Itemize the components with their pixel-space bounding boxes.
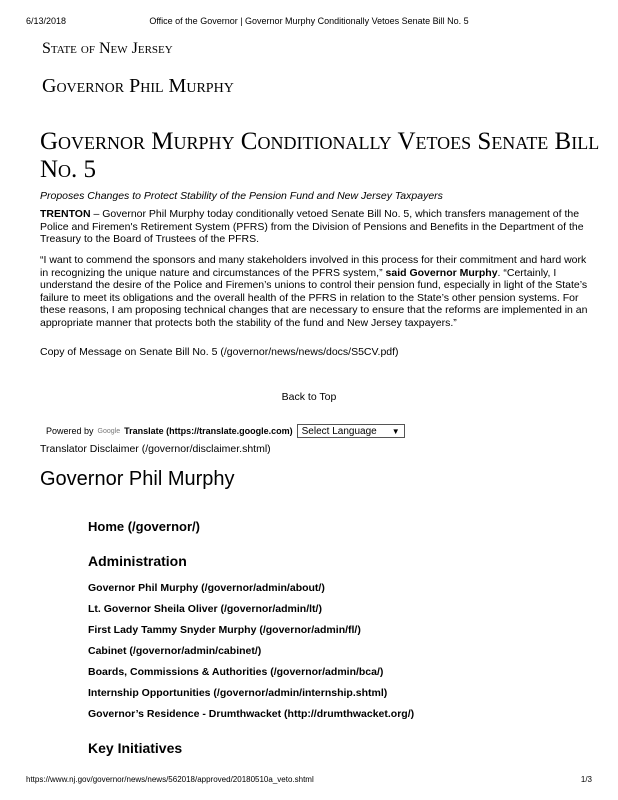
dateline: TRENTON	[40, 208, 91, 220]
nav-home-link[interactable]: Home (/governor/)	[88, 519, 200, 534]
nav-link[interactable]: Governor Phil Murphy (/governor/admin/about/)	[88, 582, 325, 594]
print-header	[26, 16, 592, 26]
nav-link[interactable]: Governor’s Residence - Drumthwacket (http://drumthwacket.org/)	[88, 708, 415, 720]
quote-part-2: . “Certainly, I understand the desire of the Police and Firemen’s unions to control their pension fund, especially in light of the State’s failure to meet its obligations and the overall health of the PFRS in relation to the State’s other pension systems. For these reasons, I am proposing technical changes that are necessary to ensure that the reforms are implemented in an appropriate manner that protects both the stability of the fund and New Jersey taxpayers.”	[40, 266, 588, 329]
quote-part-1: “I want to commend the sponsors and many stakeholders involved in this process for their commitment and hard work in recognizing the unique nature and circumstances of the PFRS system,”	[40, 254, 587, 279]
language-select-value: Select Language	[301, 425, 377, 437]
back-to-top-link[interactable]: Back to Top	[281, 391, 337, 403]
nav-section-key-initiatives: Key Initiatives	[88, 740, 183, 756]
print-page-number: 1/3	[580, 775, 592, 784]
nav-link[interactable]: Lt. Governor Sheila Oliver (/governor/admin/lt/)	[88, 603, 322, 615]
footer-site-title: Governor Phil Murphy	[40, 468, 235, 490]
article-subhead: Proposes Changes to Protect Stability of the Pension Fund and New Jersey Taxpayers	[40, 190, 443, 202]
nav-link[interactable]: Boards, Commissions & Authorities (/governor/admin/bca/)	[88, 666, 384, 678]
administration-links	[88, 582, 414, 729]
translate-widget	[46, 424, 405, 438]
governor-site-link[interactable]: Governor Phil Murphy	[42, 75, 234, 97]
state-of-new-jersey-link[interactable]: State of New Jersey	[42, 40, 173, 57]
page-title: Governor Murphy Conditionally Vetoes Senate Bill No. 5	[40, 128, 600, 183]
quote-attribution: said Governor Murphy	[385, 266, 498, 279]
article-paragraph-1	[40, 208, 596, 246]
dropdown-caret-icon: ▼	[391, 426, 400, 436]
powered-by-label: Powered by	[46, 426, 94, 436]
print-date: 6/13/2018	[26, 16, 67, 26]
language-select[interactable]	[297, 424, 405, 438]
google-logo: Google	[97, 427, 121, 435]
google-translate-link[interactable]: Translate (https://translate.google.com)	[124, 426, 293, 436]
print-page-title: Office of the Governor | Governor Murphy Conditionally Vetoes Senate Bill No. 5	[149, 16, 469, 26]
print-url: https://www.nj.gov/governor/news/news/562018/approved/20180510a_veto.shtml	[26, 775, 314, 784]
nav-link[interactable]: Internship Opportunities (/governor/admin/internship.shtml)	[88, 687, 388, 699]
print-footer	[26, 775, 592, 784]
translator-disclaimer-link[interactable]: Translator Disclaimer (/governor/disclaimer.shtml)	[40, 443, 271, 455]
nav-link[interactable]: First Lady Tammy Snyder Murphy (/governor/admin/fl/)	[88, 624, 361, 636]
copy-of-message-link[interactable]: Copy of Message on Senate Bill No. 5 (/governor/news/news/docs/S5CV.pdf)	[40, 346, 399, 358]
nav-link[interactable]: Cabinet (/governor/admin/cabinet/)	[88, 645, 262, 657]
article-paragraph-2	[40, 254, 596, 329]
paragraph-1-text: – Governor Phil Murphy today conditionally vetoed Senate Bill No. 5, which transfers management of the Police and Firemen's Retirement System (PFRS) from the Division of Pensions and Benefits in the Department of the Treasury to the Board of Trustees of the PFRS.	[40, 208, 584, 245]
nav-section-administration: Administration	[88, 553, 187, 569]
